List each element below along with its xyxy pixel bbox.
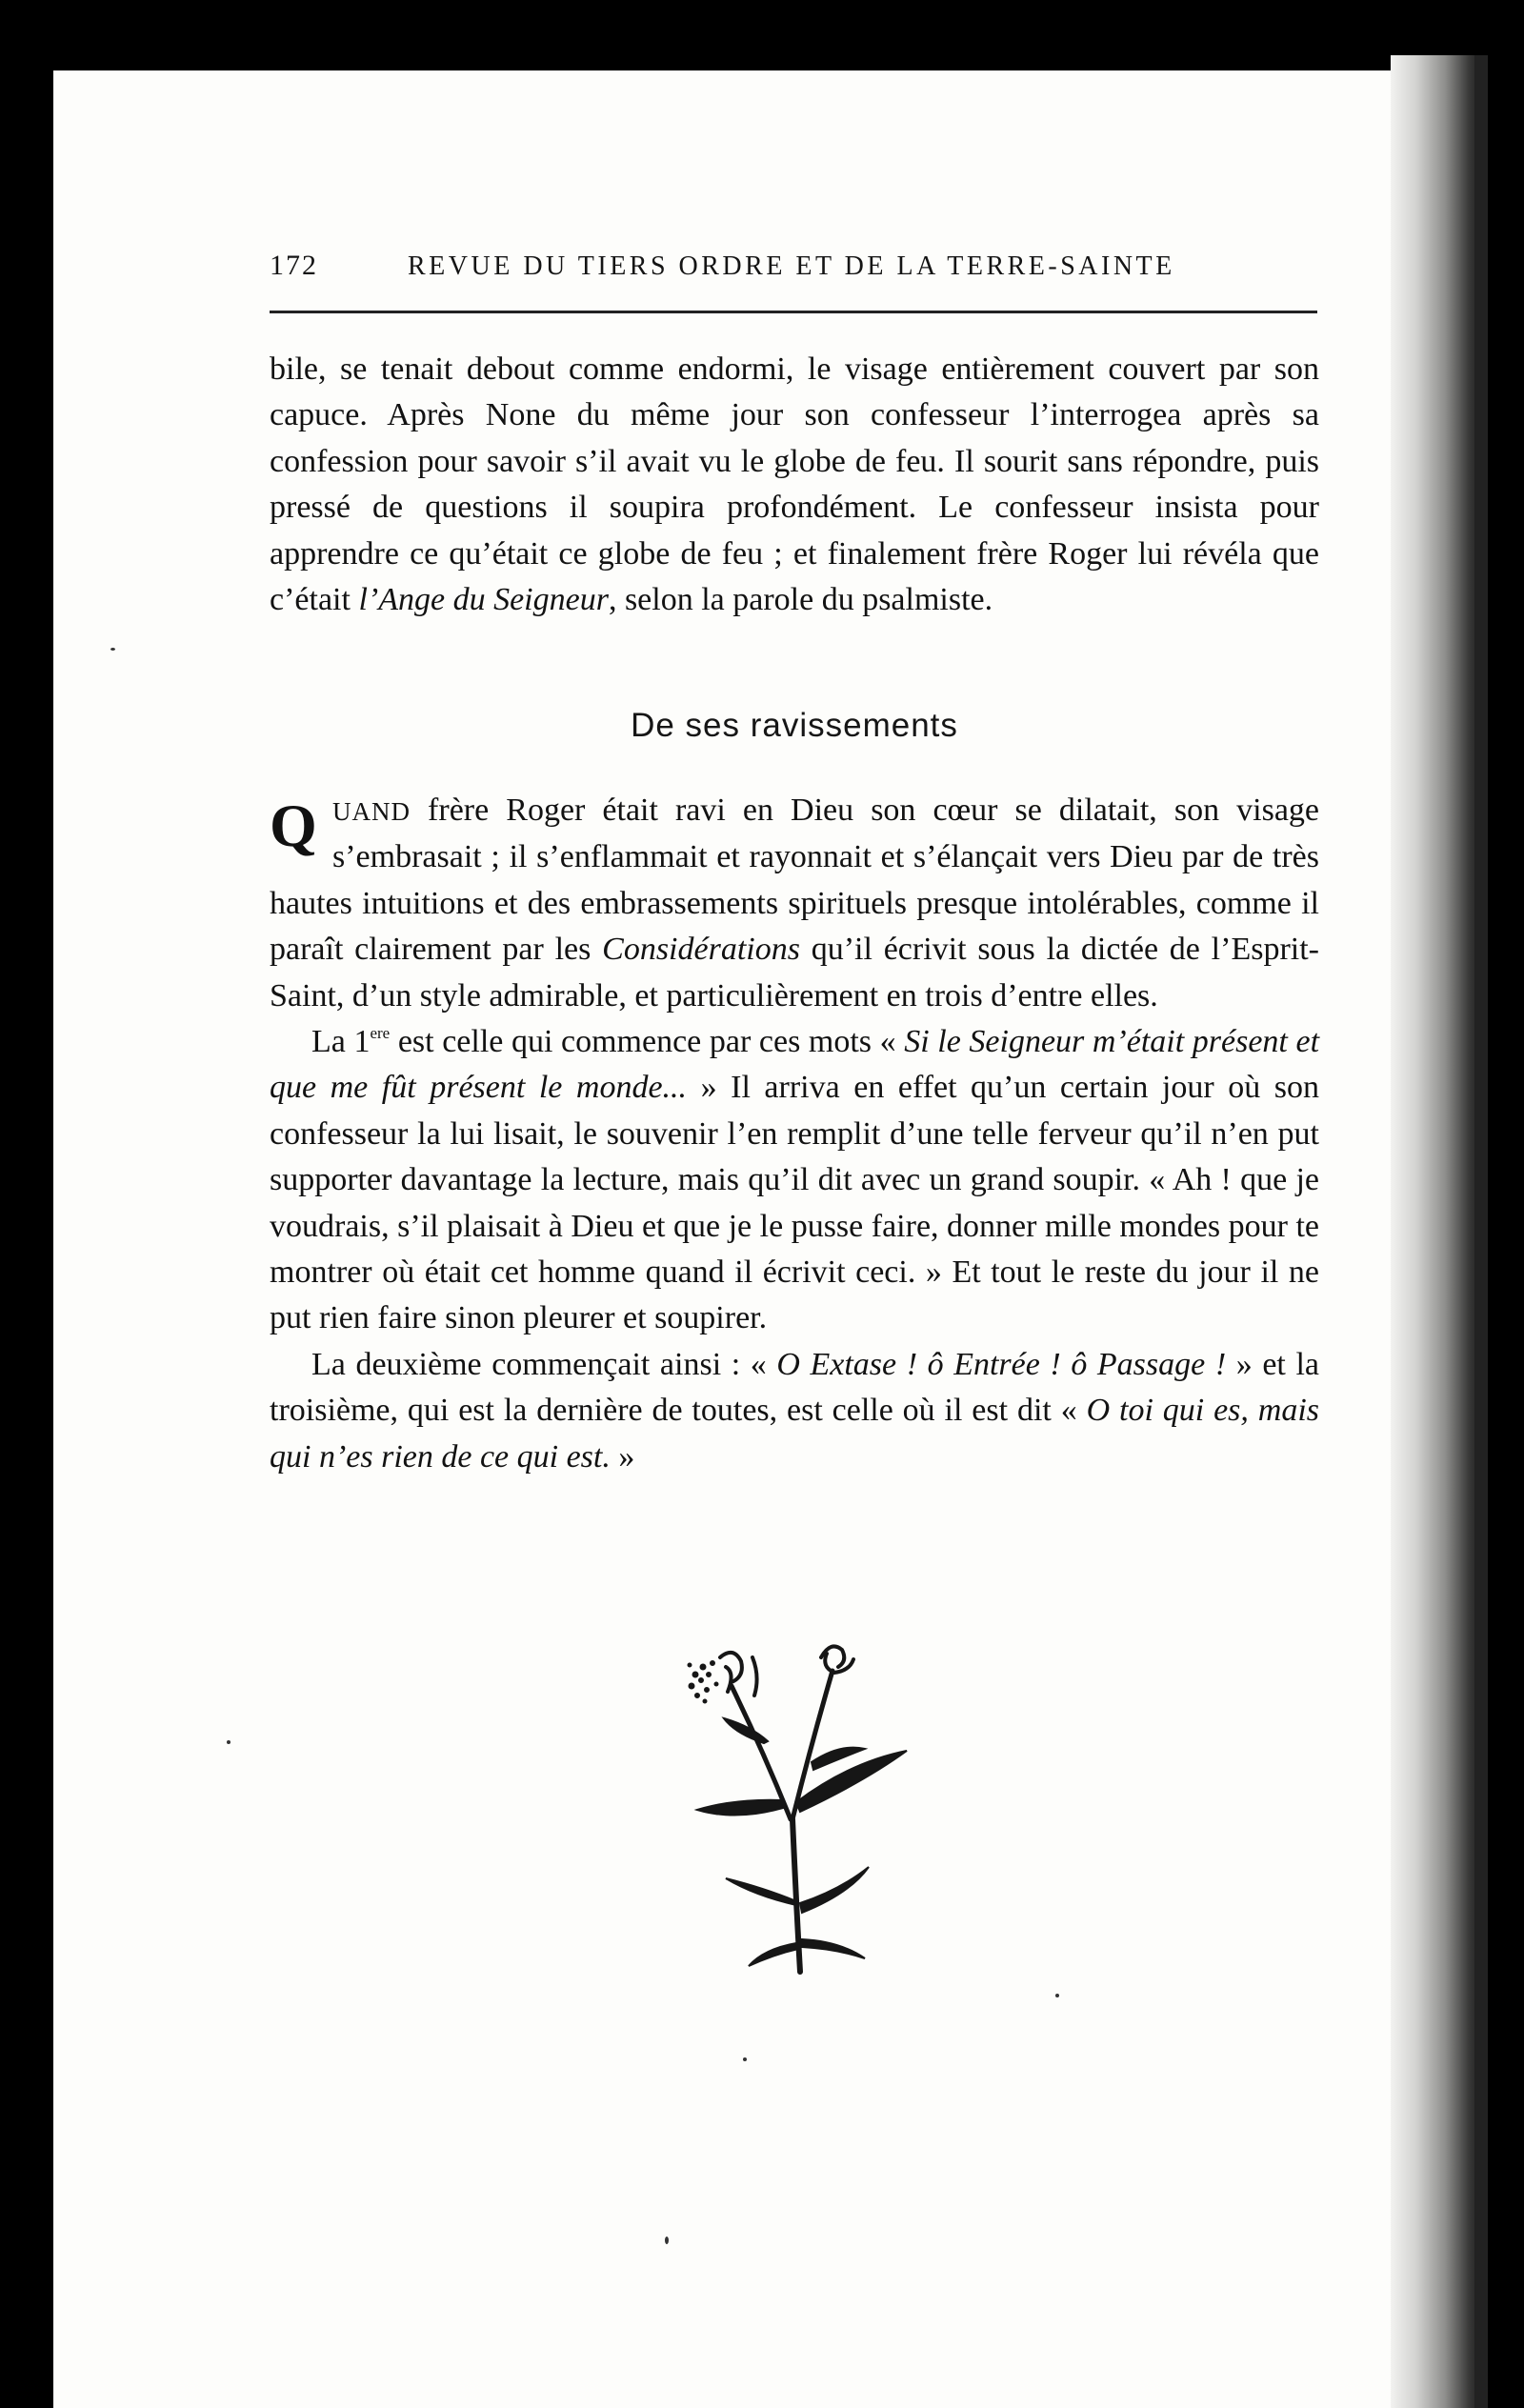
paper-speck bbox=[227, 1740, 231, 1744]
first-word: UAND bbox=[332, 797, 411, 826]
paper-speck bbox=[743, 2057, 747, 2061]
paragraph-1-italic: l’Ange du Seigneur bbox=[358, 582, 609, 618]
section-paragraph-3 bbox=[270, 1342, 1319, 1480]
running-header bbox=[270, 246, 1317, 290]
section-p2-mid: est celle qui commence par ces mots « bbox=[390, 1024, 905, 1060]
paragraph-1-end: , selon la parole du psalmiste. bbox=[608, 582, 993, 618]
section-p3-quote-1: O Extase ! ô Entrée ! ô Passage ! bbox=[776, 1346, 1227, 1382]
section-p3-end: » bbox=[610, 1438, 635, 1475]
section-p1-text: frère Roger était ravi en Dieu son cœur se dilatait, son visage s’embrasait ; il s’enflammait et rayonnait et s’élançait vers Dieu par de très hautes intuitions et des embrassements spirituels presque intolérables, comme il paraît clairement par les bbox=[270, 793, 1319, 968]
section-paragraph-1 bbox=[270, 788, 1319, 1019]
drop-cap: Q bbox=[270, 792, 317, 859]
flower-ornament-icon bbox=[678, 1638, 954, 1991]
section-paragraph-2 bbox=[270, 1019, 1319, 1342]
section-body bbox=[270, 788, 1319, 1480]
section-p1-end: qu’il écrivit sous la dictée de l’Esprit-Saint, d’un style admirable, et particulièrement en trois d’entre elles. bbox=[270, 932, 1319, 1013]
book-spine bbox=[1391, 55, 1482, 2408]
paragraph-1 bbox=[270, 347, 1319, 623]
section-p1-italic: Considérations bbox=[602, 932, 800, 968]
paper-speck bbox=[665, 2237, 669, 2244]
running-title: REVUE DU TIERS ORDRE ET DE LA TERRE-SAINTE bbox=[408, 251, 1175, 281]
paragraph-1-text: bile, se tenait debout comme endormi, le visage entièrement couvert par son capuce. Après None du même jour son confesseur l’interrogea après sa confession pour savoir s’il avait vu le globe de feu. Il sourit sans répondre, puis pressé de questions il soupira profondément. Le confesseur insista pour apprendre ce qu’était ce globe de feu ; et finalement frère Roger lui révéla que c’était bbox=[270, 351, 1319, 618]
page-number: 172 bbox=[270, 250, 318, 281]
book-spine-edge bbox=[1474, 55, 1488, 2408]
section-p3-quote-2: O toi qui es, mais qui n’es rien de ce qui est. bbox=[270, 1393, 1319, 1475]
opening-paragraph bbox=[270, 347, 1319, 623]
header-rule bbox=[270, 311, 1317, 313]
section-p3-mid: » et la troisième, qui est la dernière de toutes, est celle où il est dit « bbox=[270, 1346, 1319, 1429]
paper-speck bbox=[1055, 1994, 1059, 1997]
section-p2-text: La 1 bbox=[311, 1024, 371, 1060]
section-p2-end: » Il arriva en effet qu’un certain jour où son confesseur la lui lisait, le souvenir l’en remplit d’une telle ferveur qu’il n’en put supporter davantage la lecture, mais qu’il dit avec un grand soupir. « Ah ! que je voudrais, s’il plaisait à Dieu et que je le pusse faire, donner mille mondes pour te montrer où était cet homme quand il écrivit ceci. » Et tout le reste du jour il ne put rien faire sinon pleurer et soupirer. bbox=[270, 1070, 1319, 1336]
section-p3-text: La deuxième commençait ainsi : « bbox=[311, 1346, 777, 1382]
section-title: De ses ravissements bbox=[631, 707, 958, 744]
paper-speck bbox=[110, 648, 115, 651]
ordinal-superscript: ere bbox=[370, 1024, 391, 1043]
section-p2-quote: Si le Seigneur m’était présent et que me fût présent le monde... bbox=[270, 1024, 1320, 1106]
